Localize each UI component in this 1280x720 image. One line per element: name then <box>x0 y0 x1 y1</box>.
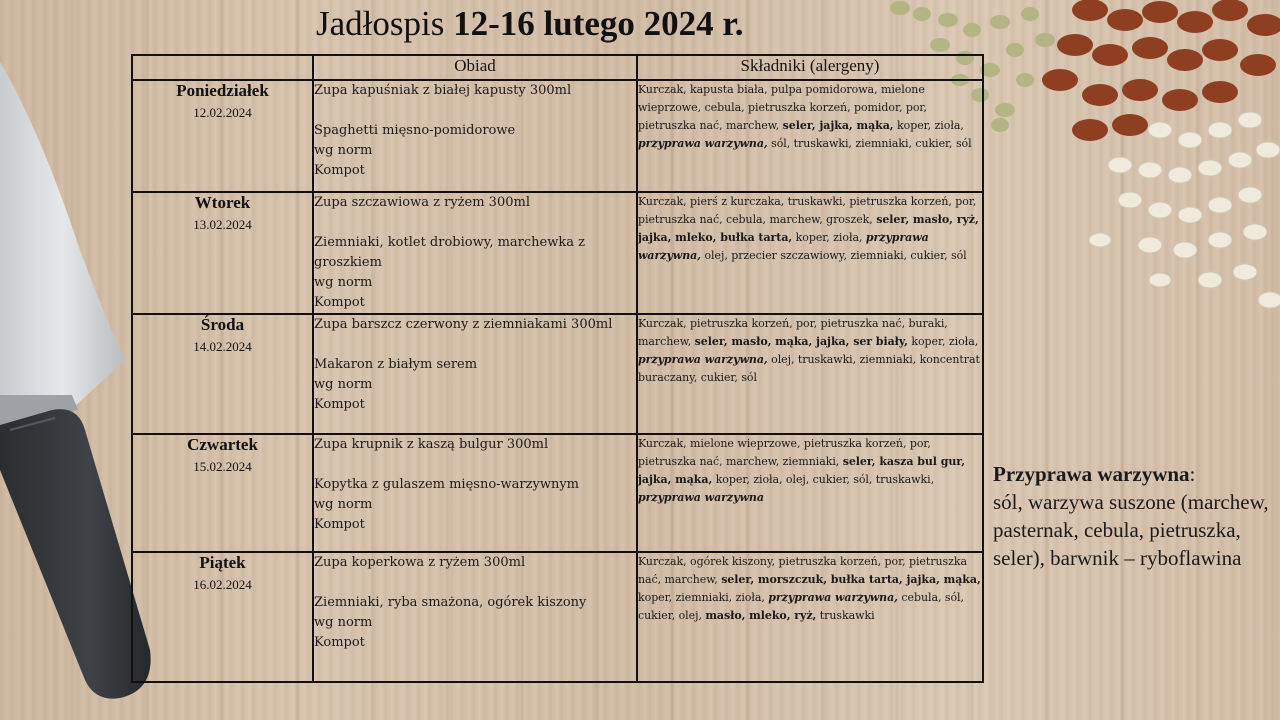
meal-cell <box>313 80 637 192</box>
meal-cell <box>313 192 637 314</box>
meal-line: wg norm <box>314 143 373 158</box>
meal-line: Kompot <box>314 295 365 310</box>
meal-spacer <box>314 213 636 233</box>
meal-line: Kopytka z gulaszem mięsno-warzywnym <box>314 477 579 492</box>
ingredient-text: koper, zioła, <box>893 119 964 132</box>
page-title <box>316 4 936 44</box>
day-name: Piątek <box>199 553 246 572</box>
ingredients-cell <box>637 434 983 552</box>
table-row <box>132 192 983 314</box>
meal-line: Kompot <box>314 635 365 650</box>
allergen-text: seler, masło, ryż, jajka, mleko, bułka tarta, <box>638 213 979 244</box>
meal-line: Zupa kapuśniak z białej kapusty 300ml <box>314 83 572 98</box>
ingredient-text: cebula, sól, cukier, olej, <box>638 591 964 622</box>
allergen-text: seler, morszczuk, bułka tarta, jajka, mąka, <box>721 573 981 586</box>
day-date: 15.02.2024 <box>193 459 252 474</box>
meal-cell <box>313 434 637 552</box>
meal-spacer <box>314 101 636 121</box>
note-text: sól, warzywa suszone (marchew, pasternak, cebula, pietruszka, seler), barwnik – ryboflawina <box>993 490 1269 570</box>
meal-cell <box>313 314 637 434</box>
allergen-text: seler, masło, mąka, jajka, ser biały, <box>694 335 908 348</box>
meal-line: wg norm <box>314 275 373 290</box>
ingredient-text: olej, truskawki, ziemniaki, koncentrat buraczany, cukier, sól <box>638 353 980 384</box>
ingredient-text: sól, truskawki, ziemniaki, cukier, sól <box>767 137 972 150</box>
ingredients-cell <box>637 314 983 434</box>
menu-table <box>131 54 984 683</box>
ingredient-text: Kurczak, mielone wieprzowe, pietruszka korzeń, por, pietruszka nać, marchew, ziemniaki, <box>638 437 931 468</box>
meal-cell <box>313 552 637 682</box>
seasoning-text: przyprawa warzywna, <box>638 231 929 262</box>
day-cell <box>132 80 313 192</box>
table-row <box>132 80 983 192</box>
day-date: 12.02.2024 <box>193 105 252 120</box>
ingredient-text: truskawki <box>816 609 875 622</box>
ingredient-text: Kurczak, pietruszka korzeń, por, pietruszka nać, buraki, marchew, <box>638 317 948 348</box>
day-cell <box>132 314 313 434</box>
allergen-text: masło, mleko, ryż, <box>705 609 817 622</box>
meal-line: Kompot <box>314 397 365 412</box>
meal-line: Zupa szczawiowa z ryżem 300ml <box>314 195 530 210</box>
day-cell <box>132 552 313 682</box>
ingredient-text: Kurczak, pierś z kurczaka, truskawki, pietruszka korzeń, por, pietruszka nać, cebula, marchew, groszek, <box>638 195 977 226</box>
meal-line: Kompot <box>314 163 365 178</box>
meal-spacer <box>314 455 636 475</box>
ingredients-cell <box>637 192 983 314</box>
ingredient-text: koper, zioła, <box>907 335 979 348</box>
header-meal: Obiad <box>313 55 637 80</box>
note-heading: Przyprawa warzywna <box>993 462 1190 486</box>
meal-line: Makaron z białym serem <box>314 357 478 372</box>
meal-line: wg norm <box>314 615 373 630</box>
meal-line: Ziemniaki, ryba smażona, ogórek kiszony <box>314 595 587 610</box>
day-cell <box>132 434 313 552</box>
meal-spacer <box>314 335 636 355</box>
ingredients-cell <box>637 80 983 192</box>
seasoning-text: przyprawa warzywna <box>638 491 764 504</box>
ingredient-text: koper, ziemniaki, zioła, <box>638 591 769 604</box>
ingredient-text: Kurczak, kapusta biała, pulpa pomidorowa, mielone wieprzowe, cebula, pietruszka korzeń, pomidor, por, pietruszka nać, marchew, <box>638 83 927 132</box>
table-header-row <box>132 55 983 80</box>
title-prefix: Jadłospis <box>316 4 445 43</box>
meal-line: Zupa krupnik z kaszą bulgur 300ml <box>314 437 549 452</box>
day-date: 16.02.2024 <box>193 577 252 592</box>
table-row <box>132 434 983 552</box>
header-ingredients: Składniki (alergeny) <box>637 55 983 80</box>
ingredients-cell <box>637 552 983 682</box>
meal-line: Spaghetti mięsno-pomidorowe <box>314 123 516 138</box>
day-date: 14.02.2024 <box>193 339 252 354</box>
day-cell <box>132 192 313 314</box>
allergen-text: seler, kasza bul gur, jajka, mąka, <box>638 455 966 486</box>
table-row <box>132 314 983 434</box>
header-day <box>132 55 313 80</box>
seasoning-text: przyprawa warzywna, <box>638 137 768 150</box>
meal-line: wg norm <box>314 377 373 392</box>
meal-line: Ziemniaki, kotlet drobiowy, marchewka z groszkiem <box>314 235 590 270</box>
ingredient-text: koper, zioła, olej, cukier, sól, truskawki, <box>712 473 935 486</box>
day-name: Wtorek <box>194 193 251 212</box>
table-row <box>132 552 983 682</box>
seasoning-note <box>993 460 1273 572</box>
title-dates: 12-16 lutego 2024 r. <box>453 4 744 43</box>
allergen-text: seler, jajka, mąka, <box>782 119 894 132</box>
meal-line: Zupa barszcz czerwony z ziemniakami 300ml <box>314 317 613 332</box>
meal-line: Kompot <box>314 517 365 532</box>
meal-line: wg norm <box>314 497 373 512</box>
seasoning-text: przyprawa warzywna, <box>638 353 768 366</box>
meal-line: Zupa koperkowa z ryżem 300ml <box>314 555 526 570</box>
meal-spacer <box>314 573 636 593</box>
day-name: Środa <box>200 315 245 334</box>
seasoning-text: przyprawa warzywna, <box>768 591 898 604</box>
note-colon: : <box>1189 462 1196 486</box>
ingredient-text: olej, przecier szczawiowy, ziemniaki, cukier, sól <box>701 249 967 262</box>
day-date: 13.02.2024 <box>193 217 252 232</box>
ingredient-text: koper, zioła, <box>792 231 866 244</box>
day-name: Poniedziałek <box>176 81 269 100</box>
ingredient-text: Kurczak, ogórek kiszony, pietruszka korzeń, por, pietruszka nać, marchew, <box>638 555 967 586</box>
day-name: Czwartek <box>187 435 258 454</box>
